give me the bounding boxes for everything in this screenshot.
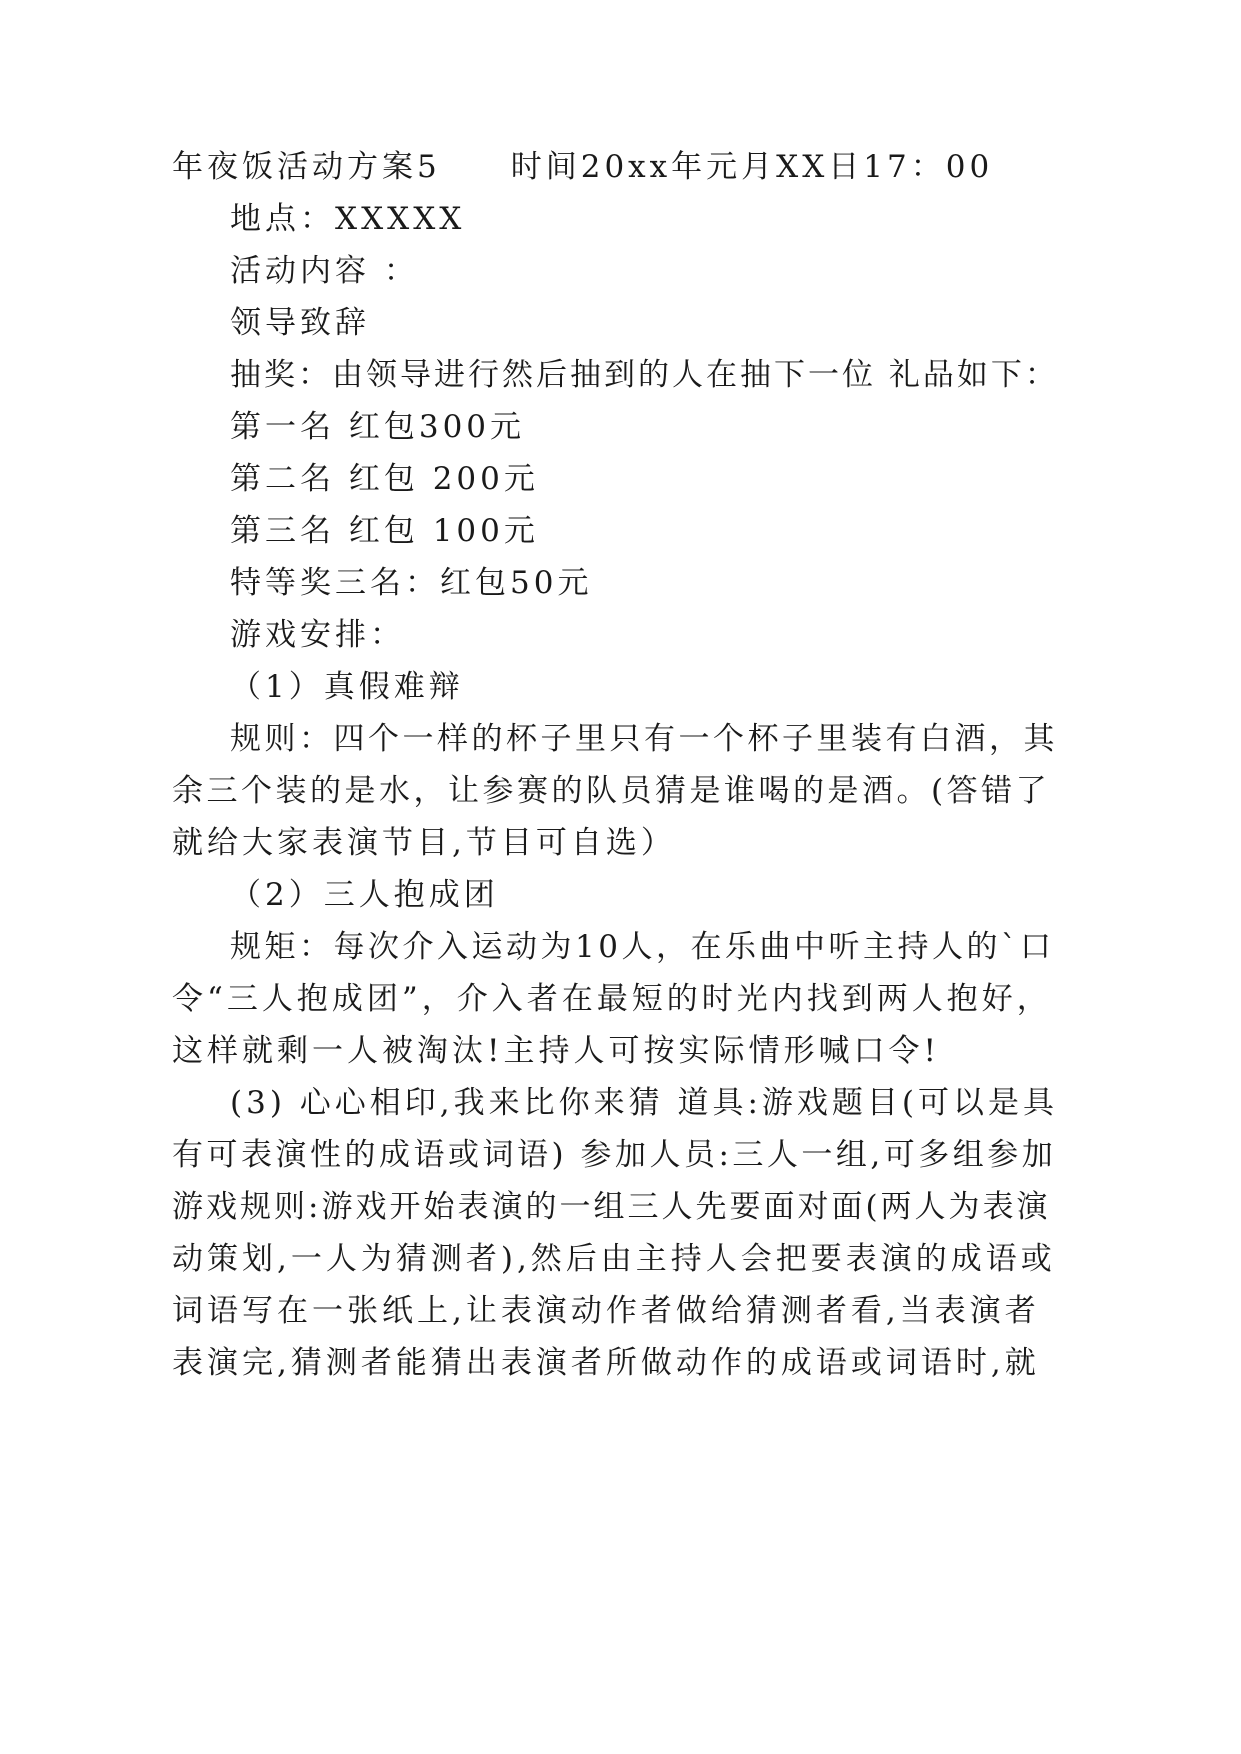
line-special-prize: 特等奖三名：红包50元 (230, 565, 593, 601)
line-game-1-title: （1）真假难辩 (230, 669, 464, 705)
line-game-3-body-5: 表演完,猜测者能猜出表演者所做动作的成语或词语时,就 (172, 1345, 1040, 1381)
line-leader-speech: 领导致辞 (230, 305, 370, 341)
line-game-3-title: (3) 心心相印,我来比你来猜 道具:游戏题目(可以是具 (230, 1085, 1059, 1121)
line-game-3-body-4: 词语写在一张纸上,让表演动作者做给猜测者看,当表演者 (172, 1293, 1040, 1329)
line-location: 地点：XXXXX (230, 201, 466, 237)
line-game-2-rule-3: 这样就剩一人被淘汰!主持人可按实际情形喊口令! (172, 1033, 940, 1069)
line-game-1-rule-1: 规则：四个一样的杯子里只有一个杯子里装有白酒，其 (230, 721, 1058, 757)
line-game-2-rule-2: 令“三人抱成团”，介入者在最短的时光内找到两人抱好， (172, 981, 1052, 1017)
line-game-3-body-1: 有可表演性的成语或词语) 参加人员:三人一组,可多组参加 (172, 1137, 1057, 1173)
line-game-1-rule-3: 就给大家表演节目,节目可自选） (172, 825, 676, 861)
line-title-time: 年夜饭活动方案5 时间20xx年元月XX日17：00 (172, 149, 994, 185)
line-second-prize: 第二名 红包 200元 (230, 461, 539, 497)
line-game-2-title: （2）三人抱成团 (230, 877, 499, 913)
line-game-3-body-3: 动策划,一人为猜测者),然后由主持人会把要表演的成语或 (172, 1241, 1056, 1277)
line-lottery: 抽奖：由领导进行然后抽到的人在抽下一位 礼品如下： (230, 357, 1059, 393)
line-game-arrangement: 游戏安排： (230, 617, 405, 653)
line-game-3-body-2: 游戏规则:游戏开始表演的一组三人先要面对面(两人为表演 (172, 1189, 1051, 1225)
line-activity-content: 活动内容 ： (230, 253, 419, 289)
line-third-prize: 第三名 红包 100元 (230, 513, 539, 549)
line-game-2-rule-1: 规矩：每次介入运动为10人，在乐曲中听主持人的`口 (230, 929, 1055, 965)
line-first-prize: 第一名 红包300元 (230, 409, 526, 445)
line-game-1-rule-2: 余三个装的是水，让参赛的队员猜是谁喝的是酒。(答错了 (172, 773, 1051, 809)
